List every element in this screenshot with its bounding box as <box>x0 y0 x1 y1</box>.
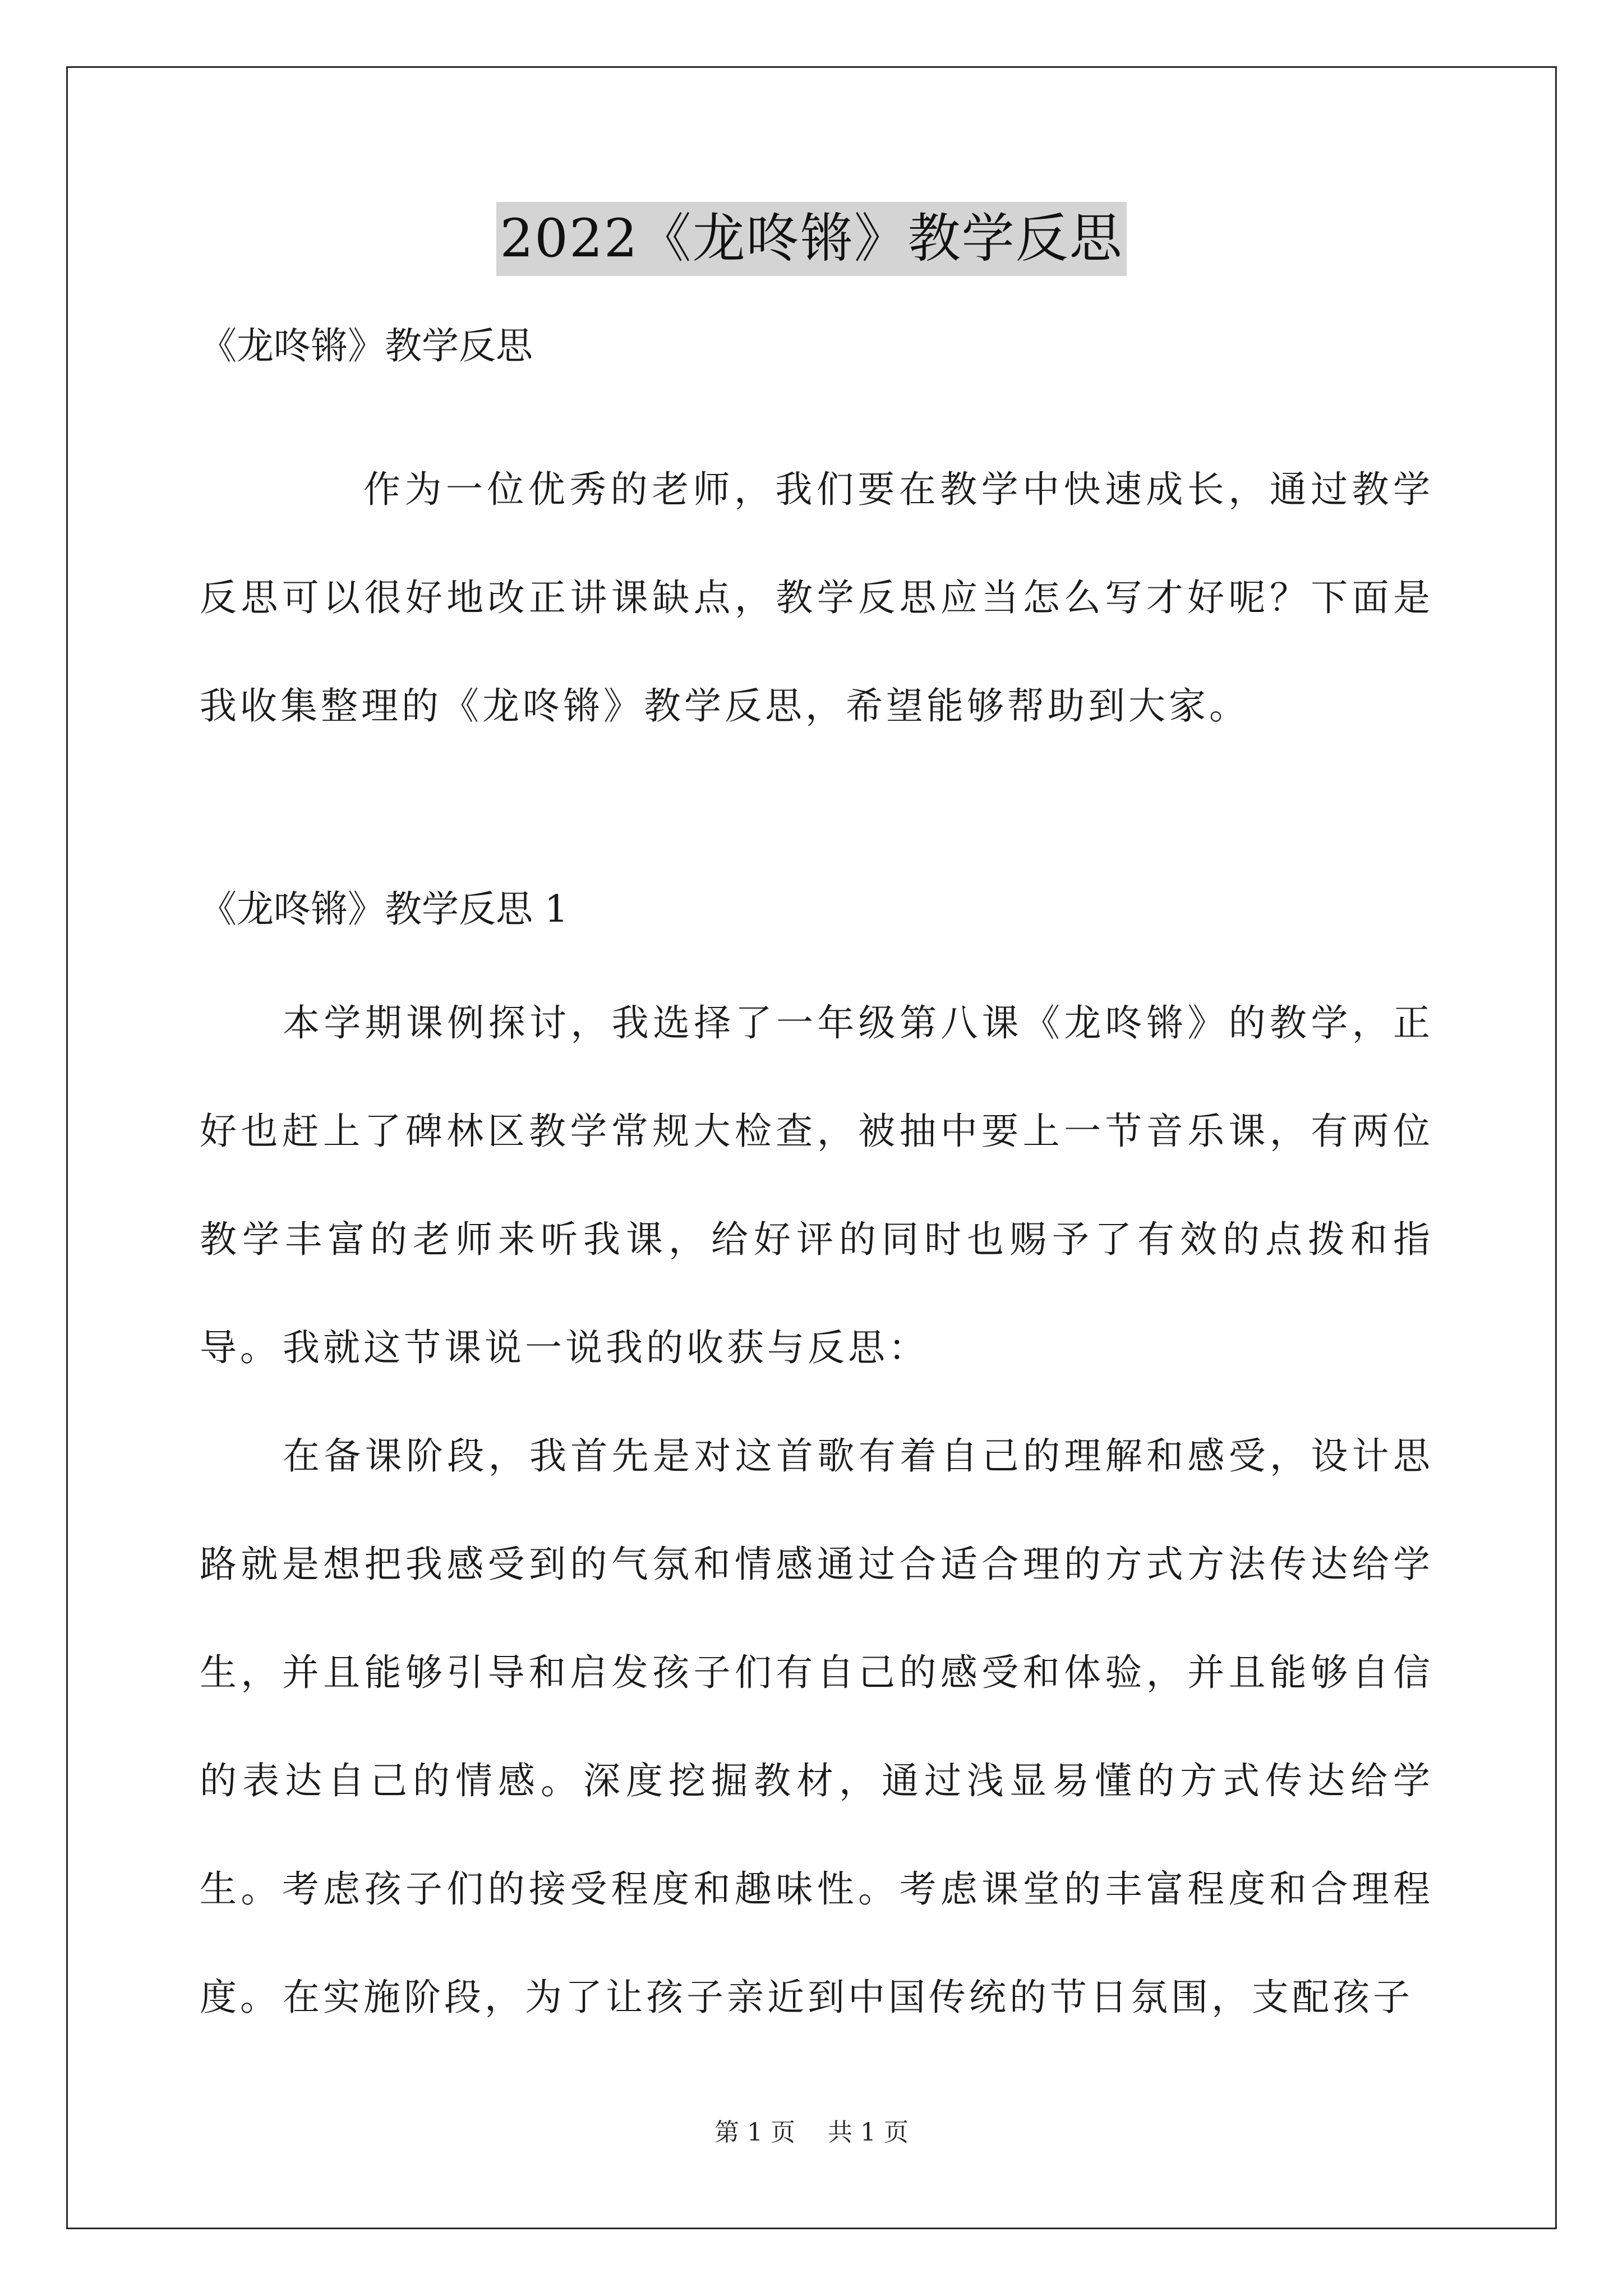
title-container <box>0 202 1623 276</box>
section1-paragraph-2: 我就这节课说一说我的收获与反思： <box>283 1326 929 1369</box>
section1-paragraph-3: 在备课阶段，我首先是对这首歌有着自己的理解和感受，设计思路就是想把我感受到的气氛和情感通过合适合理的方式方法传达给学生，并且能够引导和启发孩子们有自己的感受和体验，并且能够自信的表达自己的情感。深度挖掘教材，通过浅显易懂的方式传达给学生。考虑孩子们的接受程度和趣味性。考虑课堂的丰富程度和合理程度。 <box>200 1434 1433 2019</box>
intro-paragraph: 作为一位优秀的老师，我们要在教学中快速成长，通过教学反思可以很好地改正讲课缺点，教学反思应当怎么写才好呢？下面是我收集整理的《龙咚锵》教学反思，希望能够帮助到大家。 <box>200 468 1433 728</box>
page-footer: 第 1 页 共 1 页 <box>714 2118 909 2147</box>
section1-paragraph-4: 在实施阶段，为了让孩子亲近到中国传统的节日氛围，支配孩子 <box>283 1976 1413 2019</box>
section1-heading: 《龙咚锵》教学反思 1 <box>200 887 568 931</box>
document-title: 2022《龙咚锵》教学反思 <box>496 202 1126 276</box>
intro-heading: 《龙咚锵》教学反思 <box>200 324 533 367</box>
section1-paragraph-1: 本学期课例探讨，我选择了一年级第八课《龙咚锵》的教学，正好也赶上了碑林区教学常规大检查，被抽中要上一节音乐课，有两位教学丰富的老师来听我课，给好评的同时也赐予了有效的点拨和指导。 <box>200 1001 1433 1369</box>
